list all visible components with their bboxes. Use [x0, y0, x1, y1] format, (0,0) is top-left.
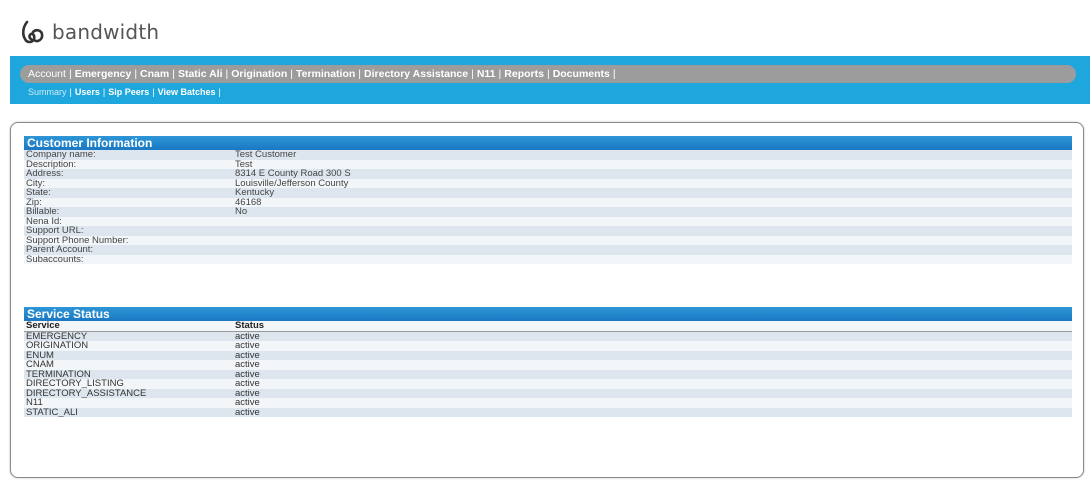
customer-info-row: [24, 226, 1072, 236]
service-status-row: [24, 341, 1072, 351]
customer-info-row: [24, 188, 1072, 198]
main-nav: [20, 65, 1076, 83]
nav-item-emergency[interactable]: Emergency: [74, 68, 132, 80]
nav-separator: |: [546, 68, 550, 80]
subnav-item-view-batches[interactable]: View Batches: [157, 87, 216, 97]
service-status-row: [24, 389, 1072, 399]
customer-info-value: 46168: [233, 198, 1072, 208]
brand-header: [20, 16, 159, 48]
customer-info-value: 8314 E County Road 300 S: [233, 169, 1072, 179]
customer-info-label: Parent Account:: [24, 245, 233, 255]
column-header-service: Service: [24, 321, 233, 331]
service-status-table: [24, 321, 1072, 417]
service-name: ORIGINATION: [24, 341, 233, 351]
service-status-value: active: [233, 370, 1072, 380]
service-name: DIRECTORY_ASSISTANCE: [24, 389, 233, 399]
customer-info-value: Louisville/Jefferson County: [233, 179, 1072, 189]
customer-info-value: [233, 236, 1072, 246]
nav-item-documents[interactable]: Documents: [552, 68, 610, 80]
service-status-header-row: [24, 321, 1072, 331]
customer-info-value: [233, 245, 1072, 255]
service-status-value: active: [233, 408, 1072, 418]
nav-separator: |: [68, 68, 72, 80]
nav-item-origination[interactable]: Origination: [231, 68, 288, 80]
customer-info-row: [24, 160, 1072, 170]
customer-info-row: [24, 245, 1072, 255]
customer-info-label: Support URL:: [24, 226, 233, 236]
customer-information-section: [24, 136, 1072, 264]
service-status-value: active: [233, 351, 1072, 361]
customer-info-value: Test Customer: [233, 150, 1072, 160]
service-name: TERMINATION: [24, 370, 233, 380]
customer-info-value: Kentucky: [233, 188, 1072, 198]
bandwidth-logo-icon: [20, 19, 46, 45]
customer-info-value: No: [233, 207, 1072, 217]
service-status-value: active: [233, 341, 1072, 351]
nav-separator: |: [471, 68, 474, 80]
nav-separator: |: [134, 68, 138, 80]
subnav-separator: |: [69, 87, 72, 97]
service-status-row: [24, 351, 1072, 361]
service-status-title: Service Status: [24, 307, 1072, 321]
subnav-item-sip-peers[interactable]: Sip Peers: [108, 87, 150, 97]
service-status-row: [24, 379, 1072, 389]
customer-info-row: [24, 179, 1072, 189]
service-name: N11: [24, 398, 233, 408]
nav-item-directory-assistance[interactable]: Directory Assistance: [364, 68, 469, 80]
customer-info-label: Billable:: [24, 207, 233, 217]
column-header-status: Status: [233, 321, 1072, 331]
customer-info-value: [233, 226, 1072, 236]
service-status-row: [24, 398, 1072, 408]
nav-separator: |: [612, 68, 616, 80]
service-status-section: [24, 307, 1072, 417]
service-status-value: active: [233, 398, 1072, 408]
customer-info-row: [24, 236, 1072, 246]
customer-info-label: Description:: [24, 160, 233, 170]
customer-info-label: City:: [24, 179, 233, 189]
navigation-bar: [10, 56, 1090, 104]
service-status-row: [24, 360, 1072, 370]
nav-item-account[interactable]: Account: [28, 68, 66, 80]
customer-info-label: Zip:: [24, 198, 233, 208]
customer-information-title: Customer Information: [24, 136, 1072, 150]
customer-info-row: [24, 217, 1072, 227]
service-name: DIRECTORY_LISTING: [24, 379, 233, 389]
subnav-separator: |: [218, 87, 221, 97]
service-status-value: active: [233, 389, 1072, 399]
subnav-separator: |: [102, 87, 106, 97]
customer-info-label: State:: [24, 188, 233, 198]
content-panel: [10, 122, 1084, 478]
customer-info-value: [233, 217, 1072, 227]
service-status-row: [24, 408, 1072, 418]
customer-info-label: Nena Id:: [24, 217, 233, 227]
service-name: STATIC_ALI: [24, 408, 233, 418]
nav-separator: |: [225, 68, 229, 80]
customer-info-row: [24, 169, 1072, 179]
nav-item-reports[interactable]: Reports: [504, 68, 544, 80]
customer-info-row: [24, 198, 1072, 208]
service-status-row: [24, 370, 1072, 380]
nav-separator: |: [498, 68, 502, 80]
subnav-separator: |: [152, 87, 155, 97]
service-name: EMERGENCY: [24, 331, 233, 341]
service-status-value: active: [233, 331, 1072, 341]
nav-separator: |: [358, 68, 362, 80]
service-status-value: active: [233, 360, 1072, 370]
service-status-row: [24, 331, 1072, 341]
customer-information-table: [24, 150, 1072, 264]
subnav-item-summary[interactable]: Summary: [28, 87, 67, 97]
customer-info-row: [24, 207, 1072, 217]
service-name: CNAM: [24, 360, 233, 370]
customer-info-value: [233, 255, 1072, 265]
nav-item-termination[interactable]: Termination: [295, 68, 356, 80]
nav-item-cnam[interactable]: Cnam: [140, 68, 170, 80]
customer-info-label: Address:: [24, 169, 233, 179]
nav-separator: |: [172, 68, 175, 80]
service-name: ENUM: [24, 351, 233, 361]
nav-item-n11[interactable]: N11: [476, 68, 496, 80]
customer-info-label: Support Phone Number:: [24, 236, 233, 246]
customer-info-value: Test: [233, 160, 1072, 170]
sub-nav: [28, 86, 224, 98]
nav-item-static-ali[interactable]: Static Ali: [177, 68, 223, 80]
customer-info-row: [24, 150, 1072, 160]
customer-info-label: Subaccounts:: [24, 255, 233, 265]
nav-separator: |: [290, 68, 293, 80]
brand-name: bandwidth: [52, 20, 160, 44]
customer-info-label: Company name:: [24, 150, 233, 160]
customer-info-row: [24, 255, 1072, 265]
subnav-item-users[interactable]: Users: [74, 87, 100, 97]
service-status-value: active: [233, 379, 1072, 389]
